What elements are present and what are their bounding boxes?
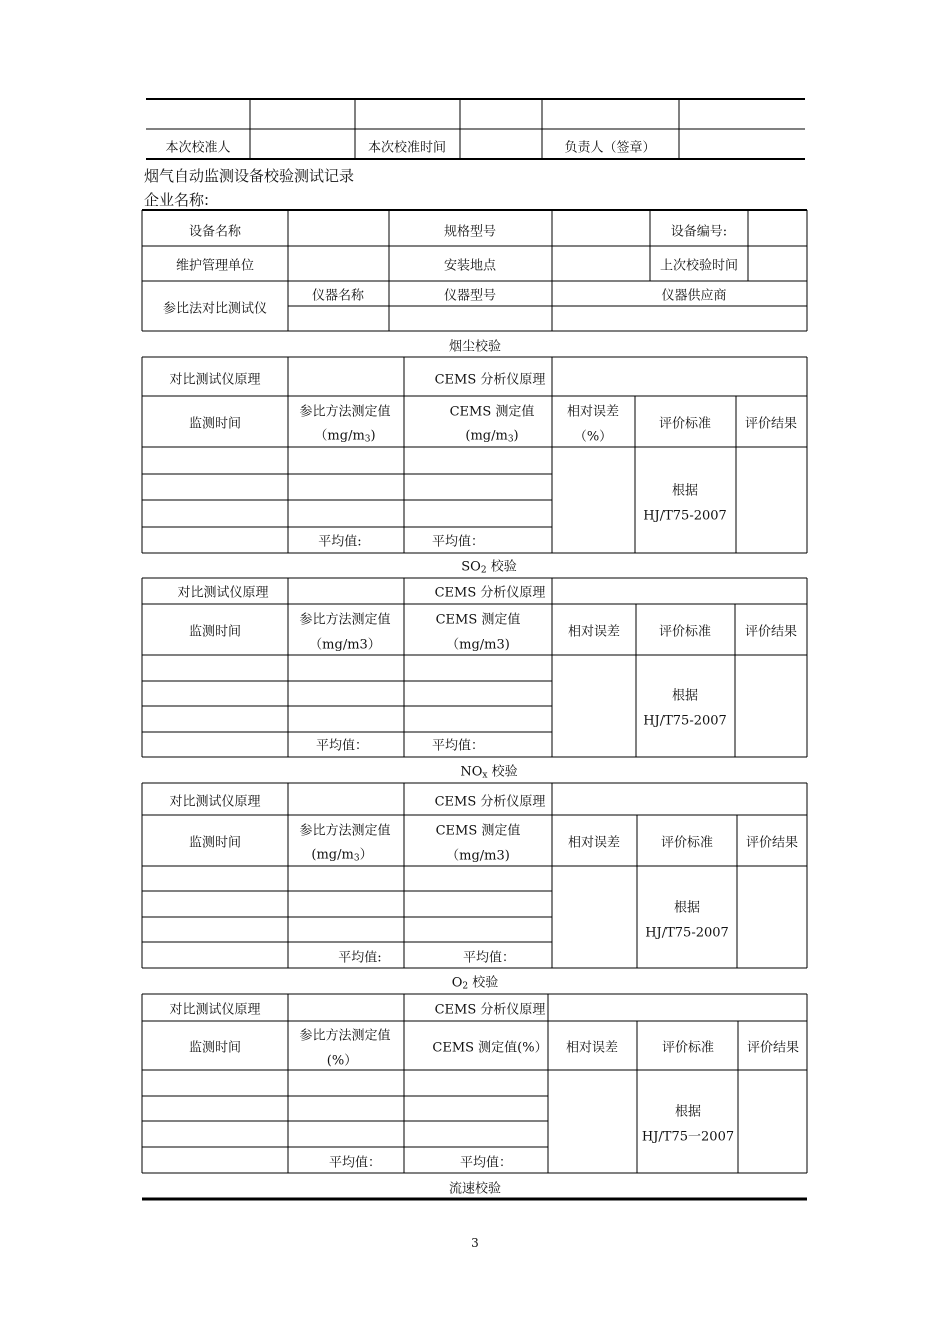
dust-avg-cems: 平均值： [431, 534, 485, 550]
so2-ref-value-header: 参比方法测定值 [299, 612, 391, 628]
o2-ref-value-header: 参比方法测定值 [299, 1028, 391, 1044]
dust-cems-unit: $(mg/m_3)$ [465, 428, 519, 445]
o2-rel-error-header: 相对误差 [565, 1040, 619, 1056]
so2-time-header: 监测时间 [188, 624, 242, 640]
so2-principle-label: 对比测试仪原理 [177, 585, 269, 601]
so2-cems-value-header: CEMS 测定值 [435, 612, 521, 628]
dust-cems-principle-label: CEMS 分析仪原理 [434, 372, 546, 388]
calibration-time-label: 本次校准时间 [367, 140, 447, 156]
so2-section-title: $SO_2$ 校验 [461, 559, 517, 576]
nox-ref-value-header: 参比方法测定值 [299, 823, 391, 839]
maintenance-unit-label: 维护管理单位 [175, 258, 255, 274]
o2-avg-cems: 平均值： [459, 1155, 513, 1171]
nox-avg-ref: 平均值: [338, 950, 382, 966]
dust-basis: 根据 [671, 483, 699, 499]
document-title: 烟气自动监测设备校验测试记录 [144, 167, 355, 185]
instrument-model-label: 仪器型号 [443, 288, 497, 304]
so2-result-header: 评价结果 [744, 624, 798, 640]
nox-standard-header: 评价标准 [660, 835, 714, 851]
so2-basis-ref: HJ/T75-2007 [643, 713, 727, 729]
so2-cems-principle-label: CEMS 分析仪原理 [434, 585, 546, 601]
dust-basis-ref: HJ/T75-2007 [643, 508, 727, 524]
dust-ref-value-header: 参比方法测定值 [299, 404, 391, 420]
dust-time-header: 监测时间 [188, 416, 242, 432]
so2-avg-cems: 平均值： [431, 738, 485, 754]
nox-cems-unit: （mg/m3) [446, 848, 510, 864]
dust-avg-ref: 平均值: [318, 534, 362, 550]
nox-avg-cems: 平均值： [462, 950, 516, 966]
nox-result-header: 评价结果 [745, 835, 799, 851]
o2-principle-label: 对比测试仪原理 [169, 1002, 261, 1018]
o2-basis: 根据 [674, 1104, 702, 1120]
ref-instrument-label: 参比法对比测试仪 [162, 301, 268, 317]
o2-cems-value-header: CEMS 测定值(%） [432, 1040, 548, 1056]
flow-section-title: 流速校验 [448, 1181, 502, 1197]
spec-model-label: 规格型号 [443, 224, 497, 240]
nox-cems-principle-label: CEMS 分析仪原理 [434, 794, 546, 810]
o2-time-header: 监测时间 [188, 1040, 242, 1056]
dust-rel-unit: （%） [573, 429, 613, 445]
person-in-charge-label: 负责人（签章） [564, 140, 656, 156]
so2-avg-ref: 平均值： [315, 738, 369, 754]
dust-section-title: 烟尘校验 [448, 339, 502, 355]
nox-cems-value-header: CEMS 测定值 [435, 823, 521, 839]
o2-cems-principle-label: CEMS 分析仪原理 [434, 1002, 546, 1018]
o2-standard-header: 评价标准 [661, 1040, 715, 1056]
nox-rel-error-header: 相对误差 [567, 835, 621, 851]
so2-rel-error-header: 相对误差 [567, 624, 621, 640]
device-no-label: 设备编号: [670, 224, 728, 240]
dust-ref-unit: $(mg/m_3)$ [314, 428, 376, 445]
dust-result-header: 评价结果 [744, 416, 798, 432]
calibrator-label: 本次校准人 [165, 140, 231, 156]
o2-section-title: $O_2$ 校验 [451, 975, 499, 992]
o2-basis-ref: HJ/T75一2007 [641, 1129, 735, 1145]
instrument-name-label: 仪器名称 [311, 288, 365, 304]
so2-standard-header: 评价标准 [658, 624, 712, 640]
dust-rel-error-header: 相对误差 [566, 404, 620, 420]
instrument-supplier-label: 仪器供应商 [661, 288, 727, 304]
dust-principle-label: 对比测试仪原理 [169, 372, 261, 388]
page-number: 3 [471, 1236, 479, 1250]
o2-result-header: 评价结果 [746, 1040, 800, 1056]
nox-principle-label: 对比测试仪原理 [169, 794, 261, 810]
nox-basis-ref: HJ/T75-2007 [645, 925, 729, 941]
dust-cems-value-header: CEMS 测定值 [449, 404, 535, 420]
so2-cems-unit: （mg/m3) [446, 637, 510, 653]
last-check-time-label: 上次校验时间 [659, 258, 739, 274]
so2-basis: 根据 [671, 688, 699, 704]
nox-basis: 根据 [673, 900, 701, 916]
device-name-label: 设备名称 [188, 224, 242, 240]
o2-ref-unit: (%） [326, 1053, 358, 1069]
nox-section-title: $NO_x$ 校验 [460, 764, 518, 781]
company-name-label: 企业名称: [144, 191, 210, 209]
install-location-label: 安装地点 [443, 258, 497, 274]
dust-standard-header: 评价标准 [658, 416, 712, 432]
so2-ref-unit: （mg/m3） [309, 637, 381, 653]
o2-avg-ref: 平均值： [328, 1155, 382, 1171]
nox-ref-unit: $(mg/m_3)$ [311, 847, 373, 864]
nox-time-header: 监测时间 [188, 835, 242, 851]
